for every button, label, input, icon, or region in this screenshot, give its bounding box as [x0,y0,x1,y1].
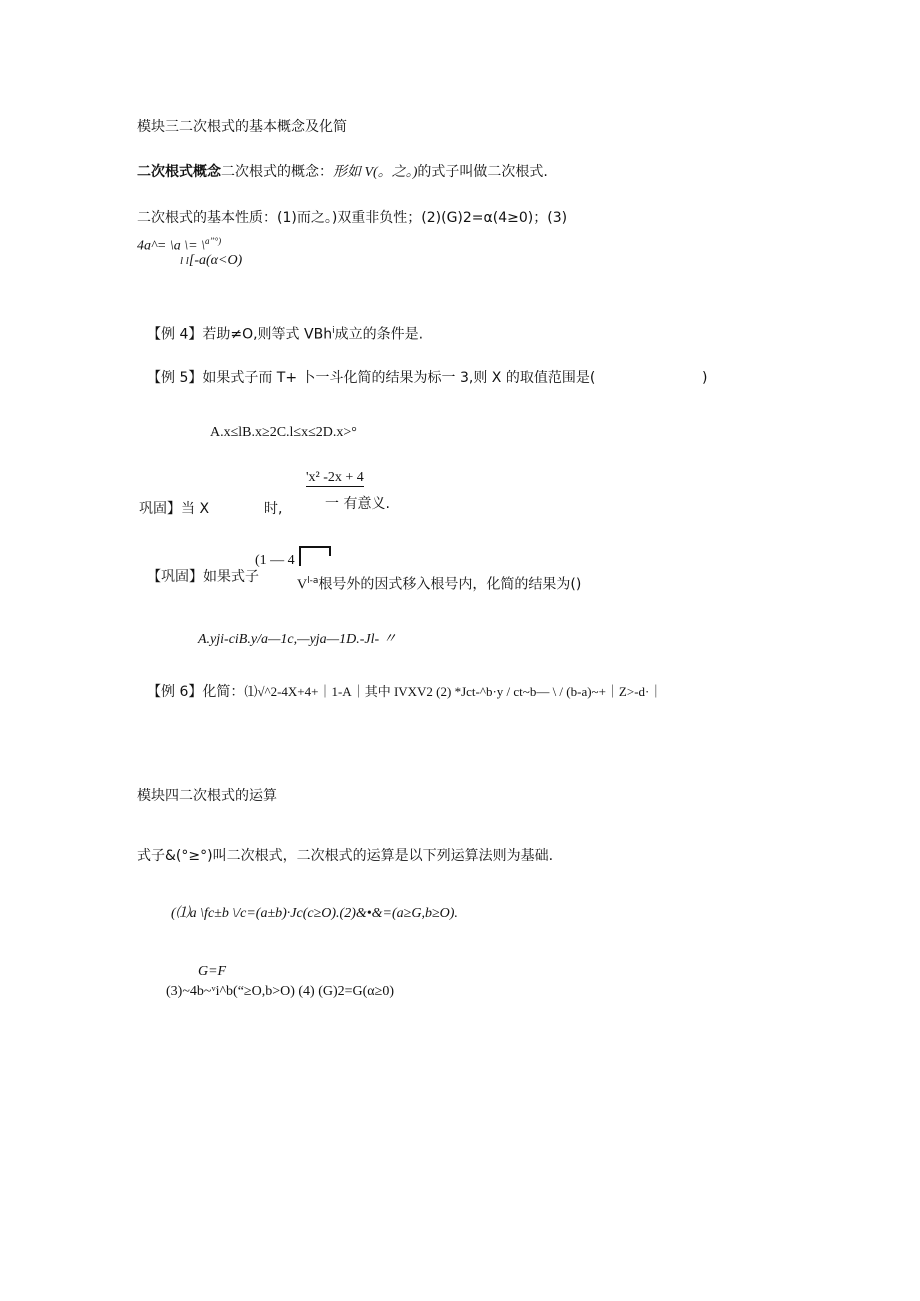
example4-label: 【例 4】 [147,326,203,343]
property-formula-1-main: 4a^= \a \= \ [137,238,205,254]
consolidate2-text: 根号外的因式移入根号内，化简的结果为() [318,576,582,593]
module3-title: 模块三二次根式的基本概念及化简 [137,119,347,135]
module4-rule3: (3)~4b~ᵛi^b(“≥O,b>O) (4) (G)2=G(α≥0) [166,984,394,999]
example6-text-a: 化简： [202,684,245,700]
consolidate1-numerator [306,470,364,487]
radical-sign-icon [299,546,329,566]
concept-text-a: 二次根式的概念： [221,164,333,180]
example6-text-b: ⑴√^2-4X+4+｜1-A｜其中 IVXV2 (2) *Jct-^b·y / ct~b— \ / (b-a)~+｜Z>-d·｜ [244,684,663,699]
module4-rule3-top [198,964,226,981]
concept-text-c: 的式子叫做二次根式. [417,164,548,180]
consolidate1-denominator-text: (1 — 4 [255,553,295,568]
example6-label: 【例 6】 [147,684,203,700]
example5-text: 如果式子而 T+ 卜一斗化简的结果为标一 3,则 X 的取值范围是( [202,370,596,386]
consolidate1-mid: 时, [264,501,283,517]
consolidate2-expr-sup: l-a [307,576,319,586]
example6 [147,684,662,701]
example5-close: ) [702,370,708,386]
example5-options: A.x≤lB.x≥2C.l≤x≤2D.x>° [210,425,357,440]
consolidate1-end: 一 有意义. [325,496,390,512]
property-formula-1-sup: a’’°) [204,236,222,246]
consolidate1-denominator [255,546,329,570]
module4-rule3-top-text: G=F [198,964,227,979]
consolidate2-expr: V [297,577,308,593]
consolidate1-numerator-text: 'x² -2x + 4 [306,470,364,485]
module4-intro: 式子&(°≥°)叫二次根式，二次根式的运算是以下列运算法则为基础. [137,848,554,864]
concept-line [137,164,548,182]
consolidate1-label: 巩固】当 X [139,501,210,517]
consolidate2-line [297,576,581,594]
concept-label: 二次根式概念 [137,164,221,180]
example5 [147,370,595,387]
example4-end: 成立的条件是. [334,326,424,343]
module4-title: 模块四二次根式的运算 [137,788,277,804]
example4-text: 若助≠O,则等式 VBh [202,326,333,343]
consolidate2-options: A.yji-ciB.y/a—1c,—yja—1D.-Jl- 〃 [198,632,397,647]
example5-label: 【例 5】 [147,370,203,386]
property-formula-2 [180,253,242,270]
property-line: 二次根式的基本性质：(1)而之。)双重非负性；(2)(G)2=α(4≥0)；(3) [137,210,568,226]
example4 [147,326,423,343]
consolidate2-label: 【巩固】如果式子 [147,569,259,585]
concept-text-b: 形如 V(。之。) [333,165,418,180]
property-formula-2-marks: l l [180,255,189,267]
module4-rule1: (⑴a \fc±b \/c=(a±b)·Jc(c≥O).(2)&•&=(a≥G,b≥O). [171,906,458,921]
property-formula-2-main: [-a(α<O) [188,253,243,268]
example4-sup: i [332,326,335,336]
